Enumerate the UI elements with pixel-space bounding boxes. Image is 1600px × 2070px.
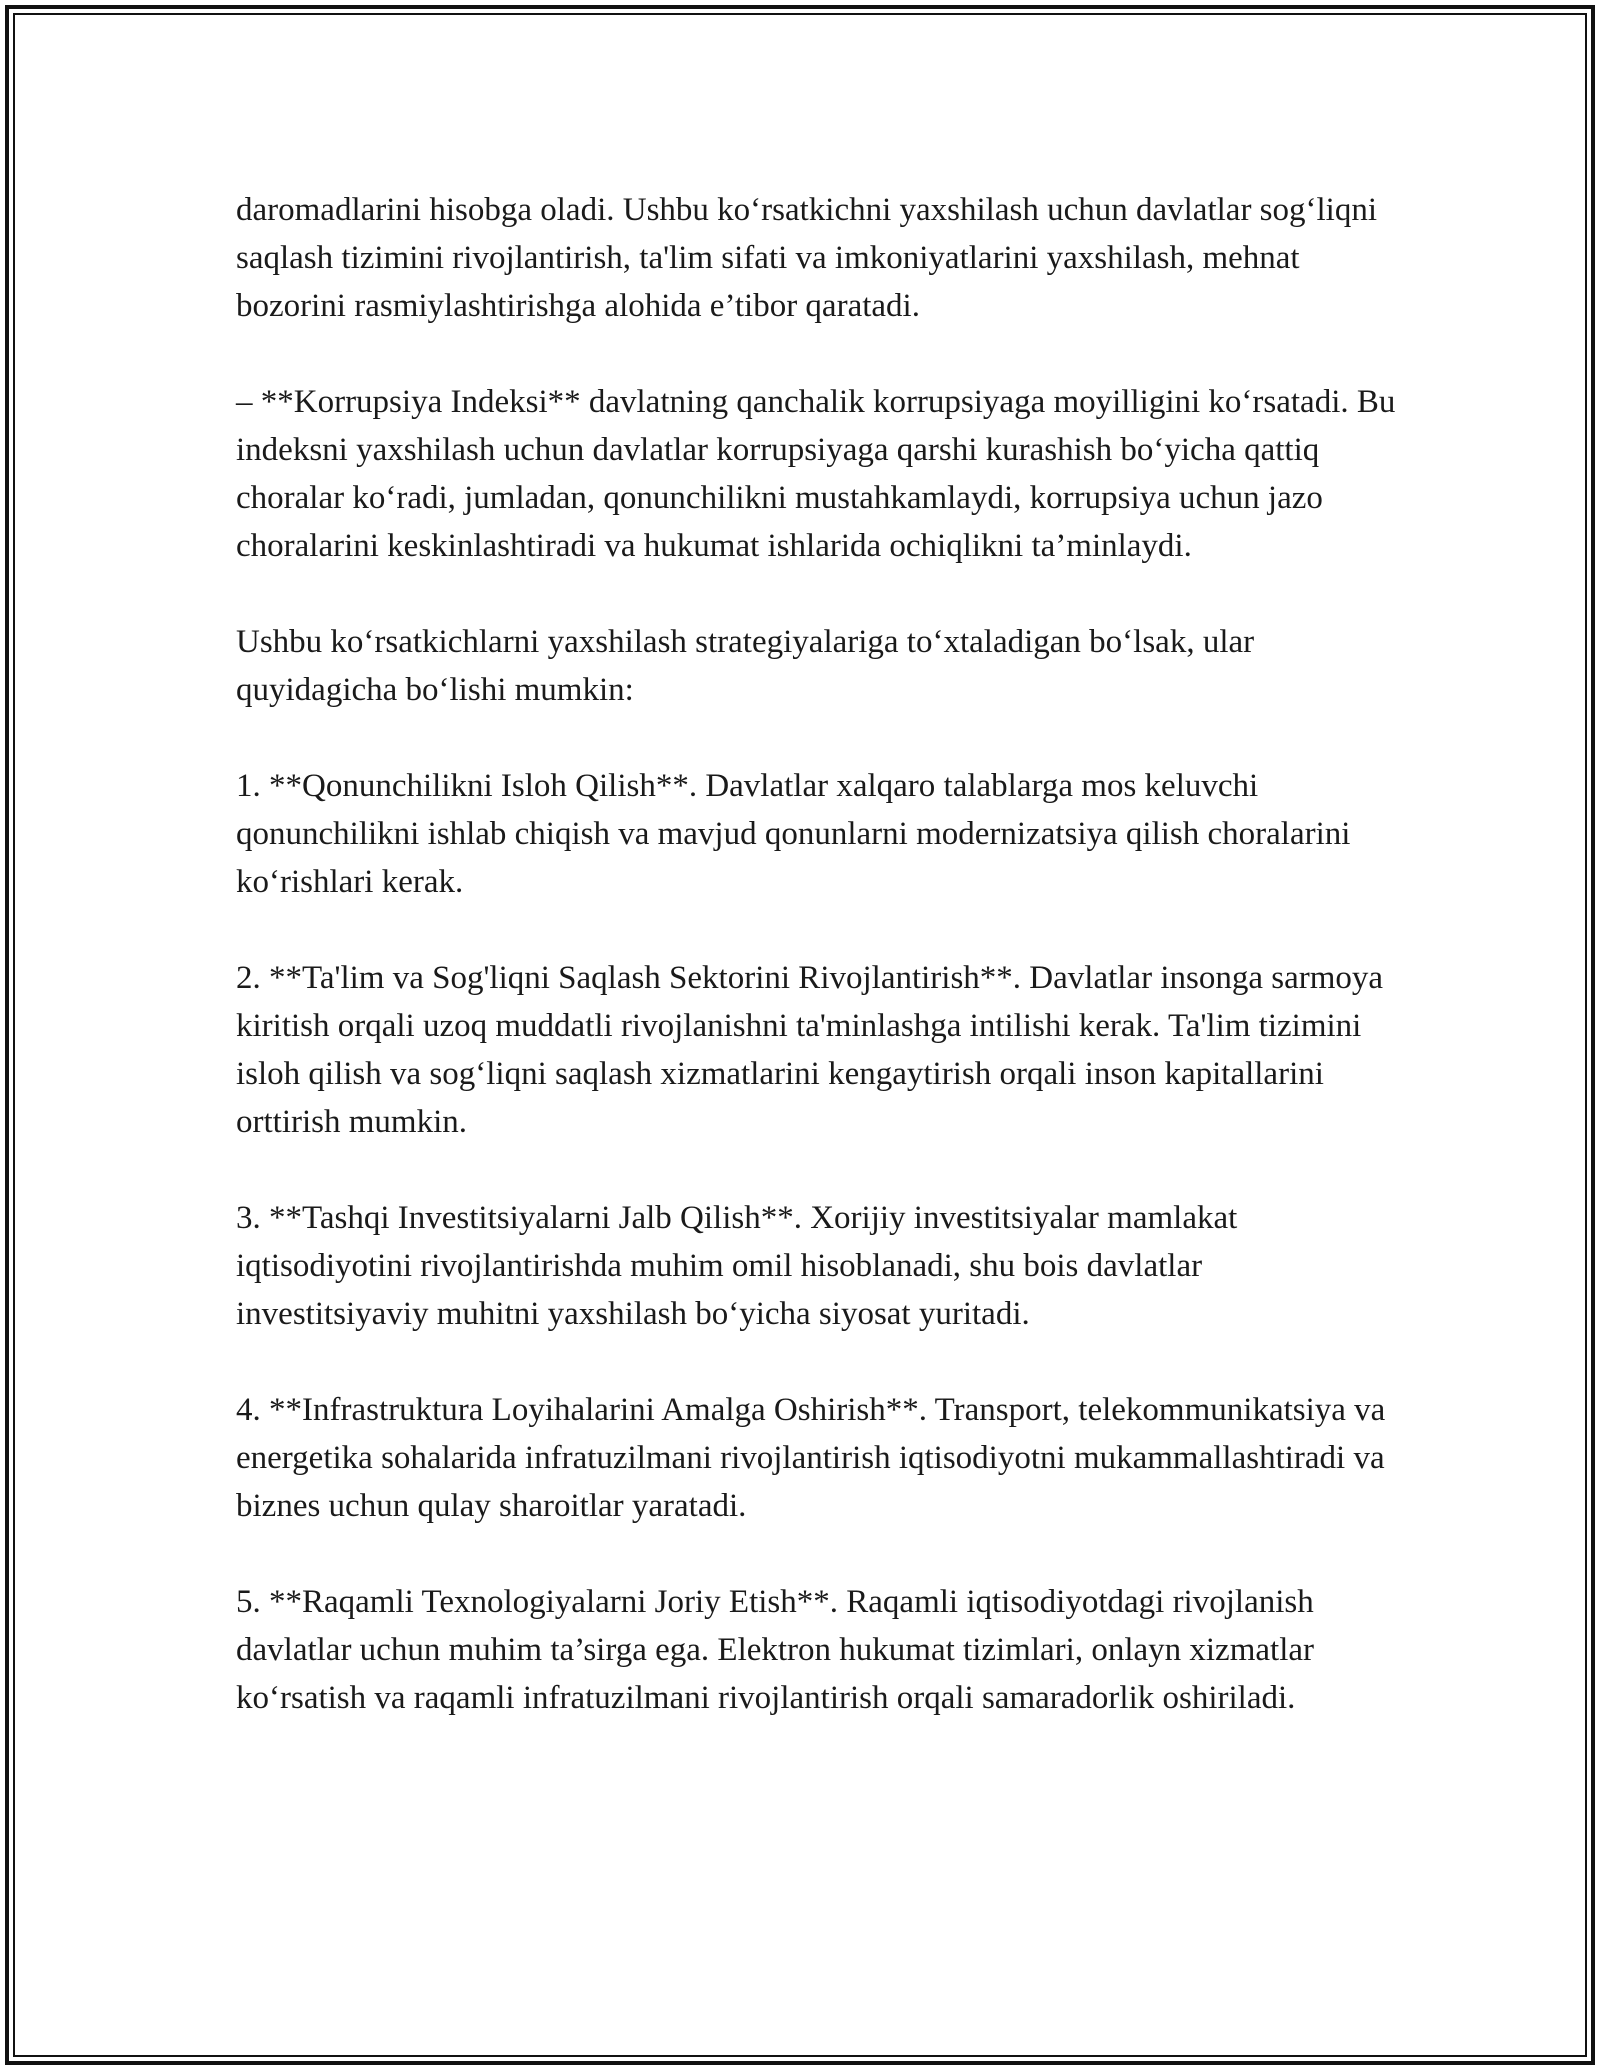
paragraph-income-index: daromadlarini hisobga oladi. Ushbu koʻrsatkichni yaxshilash uchun davlatlar sogʻliqni saqlash tizimini rivojlantirish, ta'lim sifati va imkoniyatlarini yaxshilash, mehnat bozorini rasmiylashtirishga alohida e’tibor qaratadi. — [236, 192, 1378, 324]
list-item-foreign-investment: 3. **Tashqi Investitsiyalarni Jalb Qilish**. Xorijiy investitsiyalar mamlakat iqtisodiyotini rivojlantirishda muhim omil hisoblanadi, shu bois davlatlar investitsiyaviy muhitni yaxshilash boʻyicha siyosat yuritadi. — [236, 1200, 1238, 1332]
document-body — [236, 186, 1396, 1722]
paragraph-corruption-index: – **Korrupsiya Indeksi** davlatning qanchalik korrupsiyaga moyilligini koʻrsatadi. Bu indeksni yaxshilash uchun davlatlar korrupsiyaga qarshi kurashish boʻyicha qattiq choralar koʻradi, jumladan, qonunchilikni mustahkamlaydi, korrupsiya uchun jazo choralarini keskinlashtiradi va hukumat ishlarida ochiqlikni ta’minlaydi. — [236, 384, 1396, 564]
list-item-education-health: 2. **Ta'lim va Sog'liqni Saqlash Sektorini Rivojlantirish**. Davlatlar insonga sarmoya kiritish orqali uzoq muddatli rivojlanishni ta'minlashga intilishi kerak. Ta'lim tizimini isloh qilish va sogʻliqni saqlash xizmatlarini kengaytirish orqali inson kapitallarini orttirish mumkin. — [236, 960, 1384, 1140]
paragraph-strategies-intro: Ushbu koʻrsatkichlarni yaxshilash strategiyalariga toʻxtaladigan boʻlsak, ular quyidagicha boʻlishi mumkin: — [236, 624, 1255, 708]
list-item-infrastructure: 4. **Infrastruktura Loyihalarini Amalga Oshirish**. Transport, telekommunikatsiya va energetika sohalarida infratuzilmani rivojlantirish iqtisodiyotni mukammallashtiradi va biznes uchun qulay sharoitlar yaratadi. — [236, 1392, 1386, 1524]
list-item-legislation-reform: 1. **Qonunchilikni Isloh Qilish**. Davlatlar xalqaro talablarga mos keluvchi qonunchilikni ishlab chiqish va mavjud qonunlarni modernizatsiya qilish choralarini koʻrishlari kerak. — [236, 768, 1351, 900]
list-item-digital-technologies: 5. **Raqamli Texnologiyalarni Joriy Etish**. Raqamli iqtisodiyotdagi rivojlanish davlatlar uchun muhim ta’sirga ega. Elektron hukumat tizimlari, onlayn xizmatlar koʻrsatish va raqamli infratuzilmani rivojlantirish orqali samaradorlik oshiriladi. — [236, 1584, 1314, 1716]
